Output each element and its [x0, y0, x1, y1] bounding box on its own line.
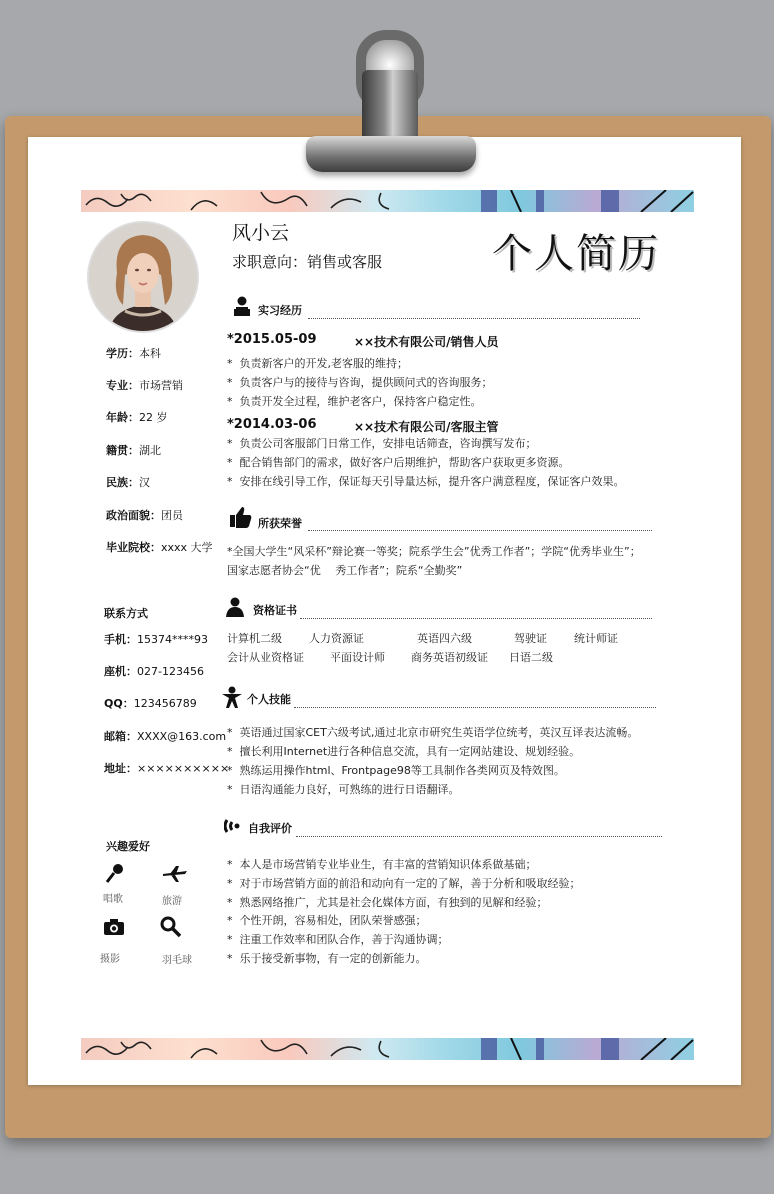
cert-item: 平面设计师 — [330, 651, 385, 664]
list-item: * 熟练运用操作html、Frontpage98等工具制作各类网页及特效图。 — [227, 764, 565, 777]
candidate-name: 风小云 — [232, 222, 290, 244]
list-item-text: 安排在线引导工作，保证每天引导量达标，提升客户满意程度，保证客户效果。 — [239, 475, 625, 488]
hobby-photography: 摄影 — [100, 954, 120, 965]
contact-label: 邮箱： — [104, 730, 137, 743]
info-education — [106, 342, 161, 361]
binder-clip — [362, 70, 418, 142]
list-item-text: 负责新客户的开发,老客服的维持； — [239, 357, 408, 370]
contact-title: 联系方式 — [104, 607, 148, 620]
cert-item: 人力资源证 — [309, 632, 364, 645]
contact-label: 手机： — [104, 633, 137, 646]
contact-label: 座机： — [104, 665, 137, 678]
cert-item: 会计从业资格证 — [227, 651, 304, 664]
search-icon — [160, 916, 182, 938]
divider — [294, 707, 656, 708]
list-item: * 配合销售部门的需求，做好客户后期维护，帮助客户获取更多资源。 — [227, 456, 570, 469]
list-item-text: 本人是市场营销专业毕业生，有丰富的营销知识体系做基础； — [239, 858, 537, 871]
contact-landline — [104, 663, 204, 679]
microphone-icon — [104, 862, 126, 884]
divider — [308, 318, 640, 319]
hobby-badminton: 羽毛球 — [162, 955, 192, 966]
hobby-title: 兴趣爱好 — [106, 840, 150, 853]
camera-icon — [103, 918, 125, 936]
info-label: 政治面貌： — [106, 509, 161, 522]
job-intent: 求职意向：销售或客服 — [232, 253, 383, 271]
list-item: * 擅长利用Internet进行各种信息交流，具有一定网站建设、规划经验。 — [227, 745, 581, 758]
list-item: * 安排在线引导工作，保证每天引导量达标，提升客户满意程度，保证客户效果。 — [227, 475, 625, 488]
cert-item: 英语四六级 — [417, 632, 472, 645]
section-title-honors: 所获荣誉 — [258, 517, 302, 530]
cert-item: 日语二级 — [509, 651, 553, 664]
list-item-text: 日语沟通能力良好，可熟练的进行日语翻译。 — [239, 783, 460, 796]
contact-qq — [104, 695, 197, 711]
cert-item: 计算机二级 — [227, 632, 282, 645]
list-item-text: 个性开朗，容易相处，团队荣誉感强； — [239, 914, 427, 927]
info-label: 民族： — [106, 476, 139, 489]
info-value: xxxx 大学 — [161, 541, 213, 554]
cert-item: 驾驶证 — [514, 632, 547, 645]
info-ethnicity — [106, 471, 150, 490]
contact-value: 027-123456 — [137, 665, 204, 678]
list-item: * 负责新客户的开发,老客服的维持； — [227, 357, 408, 370]
list-item-text: 英语通过国家CET六级考试,通过北京市研究生英语学位统考，英汉互译表达流畅。 — [239, 726, 639, 739]
list-item-text: 配合销售部门的需求，做好客户后期维护，帮助客户获取更多资源。 — [239, 456, 570, 469]
list-item: * 负责开发全过程，维护老客户，保持客户稳定性。 — [227, 395, 482, 408]
thumbs-up-icon — [229, 506, 253, 528]
job-company: ××技术有限公司/客服主管 — [354, 420, 499, 434]
list-item-text: 熟练运用操作html、Frontpage98等工具制作各类网页及特效图。 — [239, 764, 565, 777]
list-item-text: 擅长利用Internet进行各种信息交流，具有一定网站建设、规划经验。 — [239, 745, 581, 758]
cert-item: 商务英语初级证 — [411, 651, 488, 664]
hobby-travel: 旅游 — [162, 896, 182, 907]
contact-label: 地址： — [104, 762, 137, 775]
list-item-text: 负责公司客服部门日常工作，安排电话筛查，咨询撰写发布； — [239, 437, 537, 450]
divider — [296, 836, 662, 837]
info-value: 团员 — [161, 509, 183, 522]
airplane-icon — [162, 864, 188, 884]
decorative-band-top — [81, 190, 694, 212]
avatar — [89, 223, 197, 331]
figure-icon — [221, 686, 243, 708]
info-school — [106, 536, 213, 555]
info-age — [106, 406, 168, 425]
list-item-text: 对于市场营销方面的前沿和动向有一定的了解，善于分析和吸取经验； — [239, 877, 581, 890]
list-item-text: 乐于接受新事物，有一定的创新能力。 — [239, 952, 427, 965]
contact-value: 15374****93 — [137, 633, 208, 646]
info-value: 22 岁 — [139, 411, 168, 424]
job-company: ××技术有限公司/销售人员 — [354, 335, 499, 349]
job-date: *2014.03-06 — [227, 417, 317, 432]
cert-item: 统计师证 — [574, 632, 618, 645]
list-item: * 个性开朗，容易相处，团队荣誉感强； — [227, 914, 427, 927]
divider — [300, 618, 652, 619]
signal-icon — [224, 816, 244, 836]
section-title-certs: 资格证书 — [253, 604, 297, 617]
section-title-self-eval: 自我评价 — [248, 822, 292, 835]
info-major — [106, 374, 183, 393]
list-item-text: 熟悉网络推广，尤其是社会化媒体方面，有独到的见解和经验； — [239, 896, 548, 909]
info-value: 汉 — [139, 476, 150, 489]
person-desk-icon — [232, 296, 252, 316]
list-item-text: 负责客户与的接待与咨询，提供顾问式的咨询服务； — [239, 376, 493, 389]
person-icon — [225, 597, 245, 617]
resume-title: 个人简历 — [492, 231, 660, 277]
list-item: * 负责客户与的接待与咨询，提供顾问式的咨询服务； — [227, 376, 493, 389]
contact-value: ×××××××××× — [137, 762, 230, 775]
honors-line: 国家志愿者协会“优 秀工作者”；院系“全勤奖” — [227, 564, 463, 577]
contact-phone — [104, 631, 208, 647]
list-item: * 注重工作效率和团队合作，善于沟通协调； — [227, 933, 449, 946]
divider — [308, 530, 652, 531]
list-item: * 本人是市场营销专业毕业生，有丰富的营销知识体系做基础； — [227, 858, 537, 871]
section-title-experience: 实习经历 — [258, 304, 302, 317]
job-date: *2015.05-09 — [227, 332, 317, 347]
contact-value: 123456789 — [133, 697, 197, 710]
list-item-text: 注重工作效率和团队合作，善于沟通协调； — [239, 933, 449, 946]
info-value: 本科 — [139, 347, 161, 360]
info-label: 年龄： — [106, 411, 139, 424]
hobby-singing: 唱歌 — [103, 894, 123, 905]
decorative-band-bottom — [81, 1038, 694, 1060]
info-label: 专业： — [106, 379, 139, 392]
info-label: 毕业院校： — [106, 541, 161, 554]
info-label: 学历： — [106, 347, 139, 360]
info-political — [106, 504, 183, 523]
contact-email — [104, 728, 226, 744]
info-label: 籍贯： — [106, 444, 139, 457]
contact-value: XXXX@163.com — [137, 730, 227, 743]
list-item: * 乐于接受新事物，有一定的创新能力。 — [227, 952, 427, 965]
contact-address — [104, 760, 229, 776]
section-title-skills: 个人技能 — [247, 693, 291, 706]
list-item: * 日语沟通能力良好，可熟练的进行日语翻译。 — [227, 783, 460, 796]
list-item-text: 负责开发全过程，维护老客户，保持客户稳定性。 — [239, 395, 482, 408]
list-item: * 英语通过国家CET六级考试,通过北京市研究生英语学位统考，英汉互译表达流畅。 — [227, 726, 639, 739]
clip-base — [306, 136, 476, 172]
list-item: * 负责公司客服部门日常工作，安排电话筛查，咨询撰写发布； — [227, 437, 537, 450]
honors-line: *全国大学生“风采杯”辩论赛一等奖；院系学生会”优秀工作者”；学院“优秀毕业生”； — [227, 545, 641, 558]
list-item: * 对于市场营销方面的前沿和动向有一定的了解，善于分析和吸取经验； — [227, 877, 581, 890]
info-value: 市场营销 — [139, 379, 183, 392]
list-item: * 熟悉网络推广，尤其是社会化媒体方面，有独到的见解和经验； — [227, 896, 548, 909]
info-hometown — [106, 439, 161, 458]
info-value: 湖北 — [139, 444, 161, 457]
contact-label: QQ： — [104, 697, 134, 710]
